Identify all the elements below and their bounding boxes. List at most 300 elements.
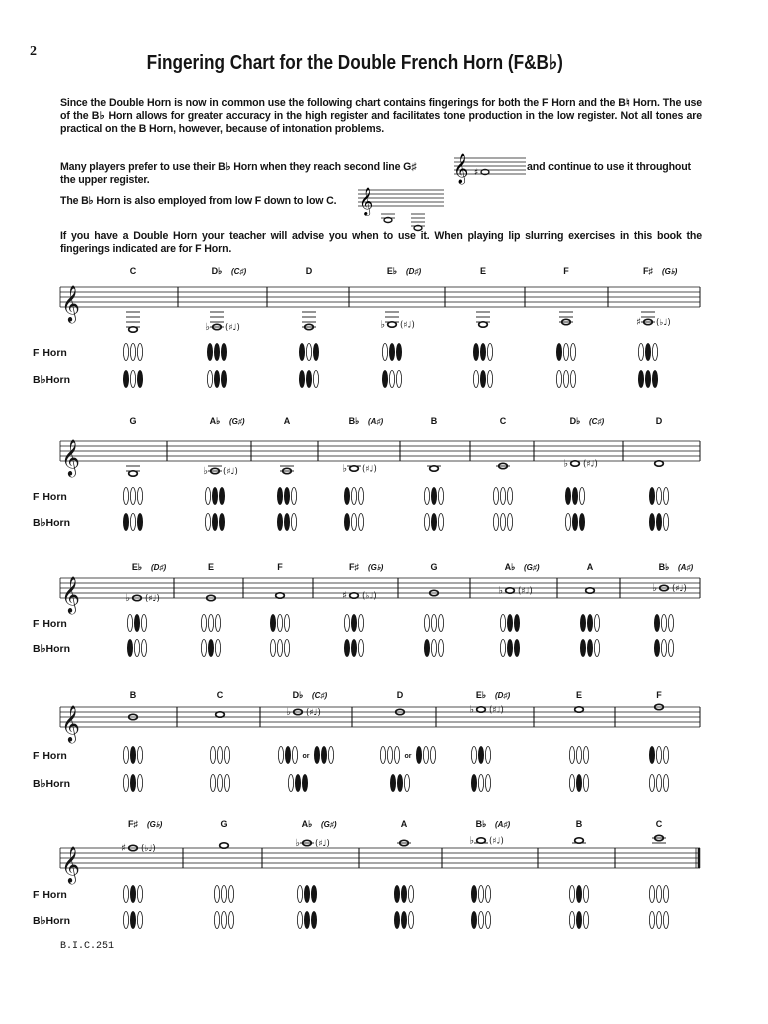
f-horn-fingering-valve-2-open [351, 488, 356, 505]
f-horn-fingering-valve-2-open [563, 344, 568, 361]
f-horn-fingering-valve-1-open [638, 344, 643, 361]
enharmonic-name: (A♯) [368, 417, 384, 426]
f-horn-fingering-valve-3-open [408, 886, 413, 903]
bb-horn-fingering-valve-1-pressed [299, 371, 304, 388]
f-horn-fingering-valve-2-pressed [284, 488, 289, 505]
f-horn-fingering-valve-2-open [478, 886, 483, 903]
bb-horn-fingering-valve-2-pressed [576, 912, 581, 929]
bb-horn-fingering-valve-2-pressed [480, 371, 485, 388]
f-horn-fingering-valve-2-open [431, 615, 436, 632]
alternate-note: (♯♩) [315, 839, 330, 849]
or-label: or [302, 753, 310, 760]
enharmonic-name: (C♯) [231, 267, 247, 276]
whole-note-head [477, 838, 486, 843]
enharmonic-name: (C♯) [589, 417, 605, 426]
f-horn-fingering-valve-1-open [344, 615, 349, 632]
whole-note-head [575, 707, 584, 712]
enharmonic-name: (D♯) [151, 563, 167, 572]
bb-horn-fingering-valve-3-open [438, 514, 443, 531]
bb-horn-fingering-valve-1-pressed [123, 371, 128, 388]
treble-clef-icon: 𝄞 [61, 438, 80, 476]
f-horn-fingering-valve-3-pressed [219, 488, 224, 505]
bb-horn-fingering-valve-1-open [288, 775, 293, 792]
f-horn-fingering-valve-2-open [387, 747, 392, 764]
accidental: ♭ [125, 593, 130, 604]
f-horn-fingering-valve-3-open [663, 747, 668, 764]
f-horn-fingering-valve-3-open [652, 344, 657, 361]
f-horn-fingering-valve-1-pressed [344, 488, 349, 505]
bb-horn-fingering-valve-1-pressed [424, 640, 429, 657]
bb-horn-fingering-valve-3-open [438, 640, 443, 657]
f-horn-fingering-valve-3-open [663, 488, 668, 505]
f-horn-fingering-valve-1-pressed [270, 615, 275, 632]
bb-horn-fingering-valve-3-open [358, 514, 363, 531]
bb-horn-fingering-valve-1-pressed [638, 371, 643, 388]
bb-horn-fingering-valve-1-pressed [277, 514, 282, 531]
bb-horn-fingering-valve-3-pressed [137, 514, 142, 531]
bb-horn-fingering-valve-2-pressed [572, 514, 577, 531]
f-horn-fingering-valve-3-open [594, 615, 599, 632]
note-name: B♭ [348, 416, 360, 426]
f-horn-fingering-valve-2-pressed [401, 886, 406, 903]
bb-horn-fingering-valve-1-open [270, 640, 275, 657]
f-horn-fingering-valve-2-open [656, 488, 661, 505]
f-horn-fingering-valve-2-pressed [351, 615, 356, 632]
bb-horn-fingering-valve-1-open [214, 912, 219, 929]
bb-horn-fingering-valve-2-open [217, 775, 222, 792]
note-name: B [575, 819, 583, 829]
f-horn-fingering-valve-2-pressed [130, 747, 135, 764]
bb-horn-fingering-valve-3-open [668, 640, 673, 657]
f-horn-fingering-valve-3-pressed [221, 344, 226, 361]
bb-horn-fingering-valve-2-pressed [656, 514, 661, 531]
enharmonic-name: (G♯) [524, 563, 540, 572]
f-horn-fingering-valve-2-open [221, 886, 226, 903]
f-horn-fingering-valve-3-open [579, 488, 584, 505]
accidental: ♭ [563, 458, 568, 470]
alternate-note: (♭♩) [141, 844, 156, 854]
bb-horn-fingering-valve-1-pressed [123, 514, 128, 531]
note-name: A♭ [301, 819, 313, 829]
accidental: ♭ [380, 319, 385, 331]
bb-horn-fingering-valve-3-open [358, 640, 363, 657]
note-name: F♯ [128, 819, 138, 829]
intro-paragraph-2a: Many players prefer to use their B♭ Horn when they reach second line G♯ [60, 161, 417, 173]
f-horn-fingering-valve-2-open [130, 344, 135, 361]
enharmonic-name: (G♭) [662, 267, 678, 276]
treble-clef-icon: 𝄞 [61, 845, 80, 883]
f-horn-fingering-valve-3-pressed [396, 344, 401, 361]
bb-horn-fingering-valve-2-pressed [304, 912, 309, 929]
bb-horn-fingering-valve-2-open [130, 514, 135, 531]
bb-horn-fingering-valve-1-pressed [471, 775, 476, 792]
enharmonic-name: (G♯) [321, 820, 337, 829]
f-horn-fingering-valve-2-pressed [576, 886, 581, 903]
f-horn-fingering-valve-3-open [668, 615, 673, 632]
bb-horn-fingering-valve-3-open [137, 912, 142, 929]
bb-horn-fingering-valve-2-pressed [576, 775, 581, 792]
f-horn-fingering-valve-3-pressed [313, 344, 318, 361]
bb-horn-fingering-valve-2-pressed [587, 640, 592, 657]
bb-horn-fingering-valve-2-open [478, 912, 483, 929]
bb-horn-fingering-valve-3-open [663, 775, 668, 792]
accidental: ♭ [286, 707, 291, 718]
bb-horn-fingering-valve-1-open [424, 514, 429, 531]
f-horn-fingering-valve-1-open [493, 488, 498, 505]
bb-horn-fingering-valve-1-pressed [382, 371, 387, 388]
f-horn-fingering-valve-1-open [210, 747, 215, 764]
f-horn-fingering-valve-1-open [278, 747, 283, 764]
note-name: A [586, 562, 594, 572]
bb-horn-fingering-valve-1-open [649, 775, 654, 792]
note-name: B [430, 416, 438, 426]
bb-horn-fingering-valve-3-pressed [219, 514, 224, 531]
f-horn-fingering-valve-2-pressed [212, 488, 217, 505]
f-horn-fingering-valve-1-open [649, 886, 654, 903]
bb-horn-fingering-valve-2-open [656, 775, 661, 792]
f-horn-fingering-valve-1-open [123, 747, 128, 764]
whole-note-head [220, 843, 229, 848]
accidental: ♯ [636, 317, 641, 328]
whole-note-head [506, 588, 515, 593]
bb-horn-fingering-valve-2-open [500, 514, 505, 531]
whole-note-head [430, 466, 439, 471]
f-horn-fingering-valve-3-pressed [514, 615, 519, 632]
publisher-code: B.I.C.251 [60, 941, 115, 952]
f-horn-fingering-valve-1-pressed [580, 615, 585, 632]
bb-horn-fingering-valve-3-open [663, 912, 668, 929]
note-name: B [129, 690, 137, 700]
f-horn-label: F Horn [33, 618, 67, 630]
enharmonic-name: (G♭) [147, 820, 163, 829]
f-horn-fingering-valve-3-open [228, 886, 233, 903]
f-horn-fingering-valve-3-open [137, 747, 142, 764]
alternate-note: (♭♩) [656, 318, 671, 328]
f-horn-fingering-valve-2-pressed [587, 615, 592, 632]
or-label: or [404, 753, 412, 760]
f-horn-fingering-valve-3-open [394, 747, 399, 764]
bb-horn-fingering-valve-1-open [205, 514, 210, 531]
treble-clef-icon: 𝄞 [359, 187, 374, 215]
note-name: F [277, 562, 283, 572]
f-horn-fingering-valve-3-open [358, 615, 363, 632]
bb-horn-fingering-valve-1-open [297, 912, 302, 929]
accidental: ♭ [295, 838, 300, 849]
bb-horn-fingering-valve-3-open [485, 775, 490, 792]
whole-note-head [350, 466, 359, 471]
bb-horn-label: B♭Horn [33, 915, 71, 927]
f-horn-fingering-alt-valve-2-open [423, 747, 428, 764]
bb-horn-fingering-valve-3-open [663, 514, 668, 531]
f-horn-fingering-valve-1-pressed [207, 344, 212, 361]
f-horn-fingering-valve-1-pressed [299, 344, 304, 361]
whole-note-head [479, 322, 488, 327]
note-name: F♯ [349, 562, 359, 572]
note-name: D♭ [569, 416, 581, 426]
f-horn-fingering-valve-1-open [201, 615, 206, 632]
f-horn-fingering-valve-2-pressed [285, 747, 290, 764]
note-name: F [563, 266, 569, 276]
bb-horn-fingering-valve-2-pressed [397, 775, 402, 792]
whole-note-head [216, 712, 225, 717]
accidental: ♭ [203, 466, 208, 477]
f-horn-fingering-valve-2-open [661, 615, 666, 632]
f-horn-fingering-valve-1-open [214, 886, 219, 903]
bb-horn-fingering-valve-1-open [473, 371, 478, 388]
f-horn-fingering-valve-2-open [130, 488, 135, 505]
f-horn-fingering-valve-2-pressed [572, 488, 577, 505]
bb-horn-fingering-valve-1-open [556, 371, 561, 388]
note-name: C [216, 690, 224, 700]
f-horn-fingering-valve-3-open [137, 344, 142, 361]
treble-clef-icon: 𝄞 [61, 704, 80, 742]
f-horn-fingering-valve-3-pressed [311, 886, 316, 903]
f-horn-fingering-valve-1-open [424, 488, 429, 505]
f-horn-label: F Horn [33, 750, 67, 762]
note-name: C [655, 819, 663, 829]
note-name: E♭ [475, 690, 487, 700]
note-name: G [430, 562, 438, 572]
f-horn-fingering-valve-3-open [292, 747, 297, 764]
bb-horn-fingering-valve-1-pressed [471, 912, 476, 929]
accidental: ♭ [652, 583, 657, 594]
bb-horn-fingering-valve-3-open [487, 371, 492, 388]
accidental: ♭ [498, 585, 503, 597]
note-name: D [305, 266, 313, 276]
bb-horn-fingering-valve-3-pressed [311, 912, 316, 929]
bb-horn-fingering-valve-2-open [478, 775, 483, 792]
f-horn-fingering-valve-1-open [500, 615, 505, 632]
note-name: D [396, 690, 404, 700]
accidental: ♭ [469, 704, 474, 716]
f-horn-fingering-valve-2-pressed [130, 886, 135, 903]
bb-horn-fingering-valve-2-open [221, 912, 226, 929]
f-horn-fingering-valve-2-pressed [507, 615, 512, 632]
bb-horn-fingering-valve-1-pressed [649, 514, 654, 531]
f-horn-fingering-valve-1-pressed [277, 488, 282, 505]
accidental: ♭ [469, 835, 474, 847]
whole-note-head [586, 588, 595, 593]
bb-horn-fingering-valve-2-open [389, 371, 394, 388]
bb-horn-fingering-valve-1-pressed [580, 640, 585, 657]
bb-horn-fingering-valve-3-open [137, 775, 142, 792]
treble-clef-icon: 𝄞 [61, 284, 80, 322]
alternate-note: (♭♩) [362, 591, 377, 602]
note-name: E [207, 562, 215, 572]
bb-horn-fingering-valve-1-open [569, 775, 574, 792]
bb-horn-fingering-valve-2-pressed [208, 640, 213, 657]
f-horn-fingering-valve-1-open [123, 886, 128, 903]
f-horn-fingering-valve-2-open [277, 615, 282, 632]
bb-horn-fingering-valve-3-pressed [302, 775, 307, 792]
bb-horn-fingering-valve-1-open [493, 514, 498, 531]
bb-horn-fingering-valve-2-pressed [306, 371, 311, 388]
f-horn-fingering-valve-2-pressed [389, 344, 394, 361]
intro-paragraph-1: Since the Double Horn is now in common use the following chart contains fingerings for both the F Horn and the B♮ Horn. The use of the B♭ Horn allows for greater accuracy in the high register and facilitates tone production in the low register. Not all tones are practical on the B Horn, however, because of intonation problems. [60, 97, 702, 135]
bb-horn-fingering-valve-2-pressed [431, 514, 436, 531]
page-title: Fingering Chart for the Double French Horn (F&B♭) [146, 52, 563, 74]
intro-paragraph-2b: and continue to use it throughout [527, 161, 691, 173]
bb-horn-fingering-valve-3-open [583, 775, 588, 792]
bb-horn-fingering-valve-3-open [228, 912, 233, 929]
bb-horn-fingering-valve-1-open [569, 912, 574, 929]
bb-horn-fingering-valve-3-open [570, 371, 575, 388]
f-horn-fingering-valve-3-open [507, 488, 512, 505]
bb-horn-fingering-valve-3-open [215, 640, 220, 657]
bb-horn-label: B♭Horn [33, 517, 71, 529]
bb-horn-fingering-valve-1-pressed [390, 775, 395, 792]
note-name: G [220, 819, 228, 829]
f-horn-fingering-valve-3-open [485, 886, 490, 903]
enharmonic-name: (D♯) [495, 691, 511, 700]
note-name: E♭ [386, 266, 398, 276]
svg-text:♯: ♯ [474, 168, 479, 178]
f-horn-fingering-valve-1-pressed [649, 488, 654, 505]
f-horn-fingering-valve-3-open [137, 886, 142, 903]
f-horn-fingering-valve-1-open [123, 488, 128, 505]
f-horn-fingering-alt-valve-2-pressed [321, 747, 326, 764]
alternate-note: (♯♩) [672, 584, 687, 594]
bb-horn-fingering-valve-2-open [134, 640, 139, 657]
note-name: C [129, 266, 137, 276]
bb-horn-fingering-valve-2-pressed [645, 371, 650, 388]
note-name: E♭ [131, 562, 143, 572]
accidental: ♭ [205, 322, 210, 333]
note-name: A♭ [209, 416, 221, 426]
f-horn-fingering-valve-1-open [123, 344, 128, 361]
f-horn-fingering-valve-1-open [471, 747, 476, 764]
intro-paragraph-4: If you have a Double Horn your teacher will advise you when to use it. When playing lip slurring exercises in this book the fingerings indicated are for F Horn. [60, 230, 702, 255]
alternate-note: (♯♩) [145, 594, 160, 604]
f-horn-fingering-valve-2-open [306, 344, 311, 361]
note-name: A [400, 819, 408, 829]
bb-horn-fingering-valve-2-open [130, 371, 135, 388]
f-horn-fingering-valve-2-open [656, 747, 661, 764]
f-horn-fingering-valve-2-open [217, 747, 222, 764]
whole-note-head [575, 838, 584, 843]
bb-horn-fingering-valve-3-open [291, 514, 296, 531]
alternate-note: (♯♩) [400, 320, 415, 331]
note-name: F♯ [643, 266, 653, 276]
bb-horn-fingering-valve-2-pressed [401, 912, 406, 929]
f-horn-fingering-valve-2-open [208, 615, 213, 632]
bb-horn-fingering-valve-3-open [224, 775, 229, 792]
bb-horn-fingering-valve-2-open [563, 371, 568, 388]
treble-clef-icon: 𝄞 [453, 154, 469, 184]
bb-horn-fingering-valve-1-open [123, 775, 128, 792]
bb-horn-fingering-valve-3-open [485, 912, 490, 929]
f-horn-fingering-valve-3-open [137, 488, 142, 505]
bb-horn-fingering-valve-3-open [583, 912, 588, 929]
bb-horn-fingering-valve-1-open [565, 514, 570, 531]
bb-horn-fingering-valve-1-pressed [344, 514, 349, 531]
page-number: 2 [30, 44, 37, 59]
note-name: E [479, 266, 487, 276]
intro-paragraph-3: The B♭ Horn is also employed from low F down to low C. [60, 195, 337, 207]
bb-horn-fingering-valve-2-pressed [214, 371, 219, 388]
accidental: ♯ [342, 590, 347, 602]
alternate-note: (♯♩) [518, 586, 533, 597]
alternate-note: (♯♩) [223, 467, 238, 477]
note-name: D♭ [211, 266, 223, 276]
bb-horn-fingering-valve-2-open [656, 912, 661, 929]
f-horn-fingering-valve-3-open [291, 488, 296, 505]
bb-horn-fingering-valve-2-open [661, 640, 666, 657]
f-horn-fingering-valve-2-open [500, 488, 505, 505]
bb-horn-fingering-valve-3-pressed [221, 371, 226, 388]
f-horn-fingering-valve-2-pressed [431, 488, 436, 505]
f-horn-fingering-valve-2-pressed [478, 747, 483, 764]
alternate-note: (♯♩) [306, 708, 321, 718]
f-horn-fingering-valve-1-open [127, 615, 132, 632]
whole-note-head [276, 593, 285, 598]
alternate-note: (♯♩) [583, 459, 598, 470]
whole-note-head [477, 707, 486, 712]
enharmonic-name: (D♯) [406, 267, 422, 276]
f-horn-fingering-valve-1-pressed [556, 344, 561, 361]
bb-horn-fingering-valve-2-pressed [130, 912, 135, 929]
bb-horn-fingering-valve-3-open [594, 640, 599, 657]
accidental: ♯ [121, 843, 126, 854]
bb-horn-label: B♭Horn [33, 778, 71, 790]
f-horn-fingering-valve-3-open [485, 747, 490, 764]
alternate-note: (♯♩) [489, 705, 504, 716]
enharmonic-name: (C♯) [312, 691, 328, 700]
f-horn-fingering-valve-3-open [215, 615, 220, 632]
bb-horn-fingering-valve-3-open [141, 640, 146, 657]
bb-horn-fingering-valve-1-open [207, 371, 212, 388]
f-horn-fingering-valve-1-open [380, 747, 385, 764]
note-name: C [499, 416, 507, 426]
bb-horn-fingering-valve-2-pressed [351, 640, 356, 657]
bb-horn-fingering-valve-1-pressed [394, 912, 399, 929]
f-horn-fingering-valve-1-pressed [654, 615, 659, 632]
bb-horn-fingering-valve-2-pressed [284, 514, 289, 531]
bb-horn-label: B♭Horn [33, 643, 71, 655]
bb-horn-fingering-valve-1-open [201, 640, 206, 657]
f-horn-fingering-valve-3-open [284, 615, 289, 632]
bb-horn-fingering-valve-2-open [431, 640, 436, 657]
f-horn-fingering-valve-3-open [663, 886, 668, 903]
bb-horn-fingering-valve-1-pressed [127, 640, 132, 657]
f-horn-fingering-valve-3-open [583, 747, 588, 764]
f-horn-fingering-valve-3-open [438, 488, 443, 505]
bb-horn-fingering-valve-2-open [351, 514, 356, 531]
bb-horn-fingering-valve-1-open [500, 640, 505, 657]
whole-note-head [388, 322, 397, 327]
f-horn-fingering-valve-1-open [297, 886, 302, 903]
f-horn-fingering-valve-3-open [141, 615, 146, 632]
alternate-note: (♯♩) [362, 464, 377, 475]
bb-horn-fingering-valve-3-open [396, 371, 401, 388]
f-horn-fingering-valve-1-open [382, 344, 387, 361]
bb-horn-fingering-valve-3-pressed [652, 371, 657, 388]
note-name: B♭ [475, 819, 487, 829]
enharmonic-name: (G♭) [368, 563, 384, 572]
bb-horn-fingering-valve-3-open [507, 514, 512, 531]
f-horn-fingering-valve-3-open [570, 344, 575, 361]
f-horn-fingering-valve-1-open [569, 886, 574, 903]
bb-horn-fingering-valve-2-open [277, 640, 282, 657]
f-horn-fingering-valve-2-pressed [134, 615, 139, 632]
f-horn-fingering-alt-valve-3-open [328, 747, 333, 764]
bb-horn-fingering-valve-1-pressed [344, 640, 349, 657]
note-name: F [656, 690, 662, 700]
f-horn-label: F Horn [33, 889, 67, 901]
bb-horn-fingering-valve-3-open [404, 775, 409, 792]
f-horn-fingering-valve-1-open [569, 747, 574, 764]
bb-horn-fingering-valve-2-pressed [295, 775, 300, 792]
